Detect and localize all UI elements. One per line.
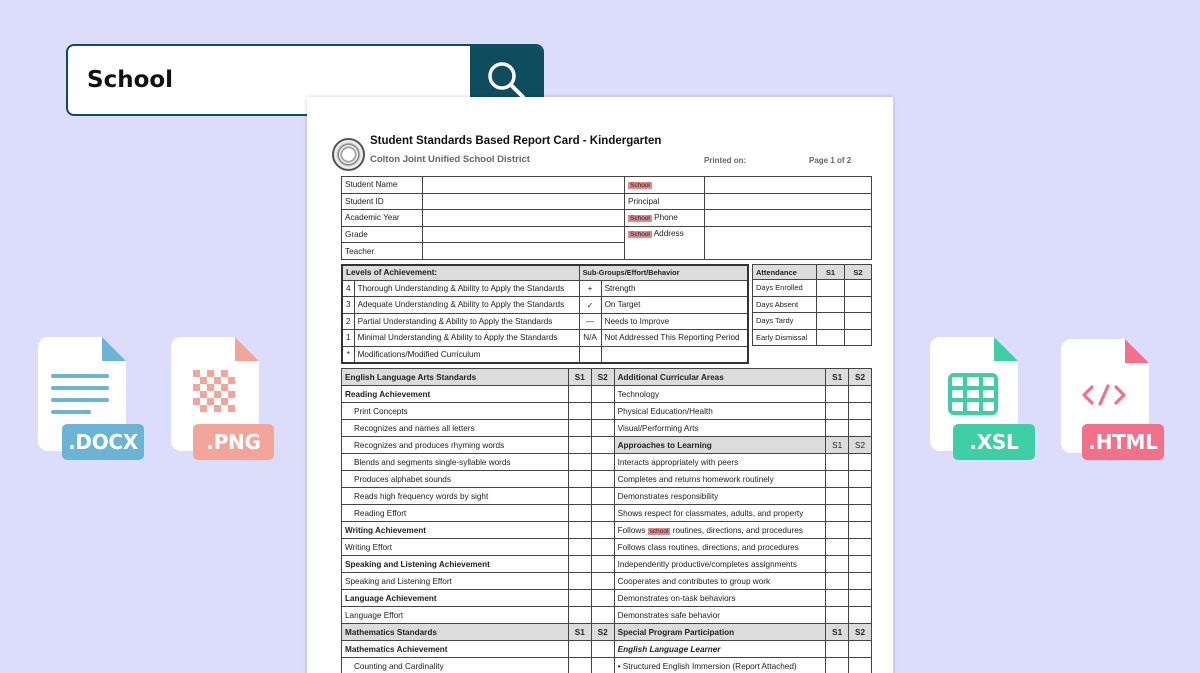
- school-highlight: School: [630, 215, 650, 223]
- additional-header: Additional Curricular Areas: [614, 369, 826, 386]
- standard-item: Shows respect for classmates, adults, and property: [614, 505, 826, 522]
- teacher-label: Teacher: [342, 243, 423, 260]
- standards-table: [341, 368, 872, 673]
- standard-item: Demonstrates responsibility: [614, 488, 826, 505]
- png-label: .PNG: [193, 424, 274, 460]
- level-symbol: [579, 346, 601, 363]
- page-number: Page 1 of 2: [809, 156, 852, 165]
- levels-table: [341, 264, 749, 364]
- student-info-table: [341, 176, 872, 260]
- level-text: Minimal Understanding & Ability to Apply the Standards: [354, 330, 579, 347]
- standard-item: Technology: [614, 386, 826, 403]
- standard-item: Reads high frequency words by sight: [342, 488, 569, 505]
- standard-item: Demonstrates on-task behaviors: [614, 590, 826, 607]
- standard-item: English Language Learner: [614, 641, 826, 658]
- standard-item: Speaking and Listening Effort: [342, 573, 569, 590]
- standard-item: Reading Effort: [342, 505, 569, 522]
- standard-item: Physical Education/Health: [614, 403, 826, 420]
- approaches-header: Approaches to Learning: [614, 437, 826, 454]
- standard-item: Completes and returns homework routinely: [614, 471, 826, 488]
- academic-year-label: Academic Year: [342, 210, 423, 227]
- standard-item: Language Effort: [342, 607, 569, 624]
- standard-item: Language Achievement: [342, 590, 569, 607]
- level-symbol: N/A: [579, 330, 601, 347]
- standard-item: Speaking and Listening Achievement: [342, 556, 569, 573]
- level-meaning: On Target: [601, 297, 748, 314]
- report-card-document: [307, 97, 893, 673]
- district-seal-icon: [332, 138, 365, 171]
- s1-header: S1: [568, 369, 591, 386]
- phone-label: Phone: [654, 213, 678, 223]
- attendance-row: Days Absent: [753, 296, 817, 313]
- search-icon: [485, 59, 527, 101]
- level-code: 4: [342, 280, 354, 297]
- level-text: Modifications/Modified Curriculum: [354, 346, 579, 363]
- s2-header: S2: [849, 624, 872, 641]
- grade-label: Grade: [342, 226, 423, 243]
- standard-item: Independently productive/completes assignments: [614, 556, 826, 573]
- level-meaning: Needs to Improve: [601, 313, 748, 330]
- file-fold: [102, 337, 126, 361]
- standard-item: Produces alphabet sounds: [342, 471, 569, 488]
- level-text: Thorough Understanding & Ability to Apply the Standards: [354, 280, 579, 297]
- checker-icon: [193, 370, 235, 412]
- level-code: 1: [342, 330, 354, 347]
- principal-label: Principal: [625, 193, 705, 210]
- s1-header: S1: [826, 369, 849, 386]
- level-text: Adequate Understanding & Ability to Apply the Standards: [354, 297, 579, 314]
- s2-header: S2: [591, 369, 614, 386]
- html-label: .HTML: [1082, 424, 1164, 460]
- level-code: *: [342, 346, 354, 363]
- grid-icon: [948, 373, 998, 415]
- attendance-table: [752, 264, 872, 346]
- document-title: Student Standards Based Report Card - Kindergarten: [370, 135, 662, 147]
- attendance-row: Days Enrolled: [753, 280, 817, 297]
- level-meaning: [601, 346, 748, 363]
- level-code: 2: [342, 313, 354, 330]
- standard-item: Follows: [617, 525, 646, 535]
- district-name: Colton Joint Unified School District: [370, 154, 530, 165]
- standard-item: Writing Effort: [342, 539, 569, 556]
- standard-item: • Structured English Immersion (Report Attached): [614, 658, 826, 673]
- search-input[interactable]: School: [87, 67, 174, 93]
- level-text: Partial Understanding & Ability to Apply the Standards: [354, 313, 579, 330]
- s1-header: S1: [568, 624, 591, 641]
- s1-header: S1: [826, 624, 849, 641]
- attendance-row: Early Dismissal: [753, 329, 817, 346]
- level-symbol: —: [579, 313, 601, 330]
- standard-item: routines, directions, and procedures: [672, 525, 803, 535]
- school-highlight: school: [649, 527, 669, 535]
- xsl-label: .XSL: [953, 424, 1035, 460]
- standard-item: Visual/Performing Arts: [614, 420, 826, 437]
- s2-header: S2: [591, 624, 614, 641]
- levels-header: Levels of Achievement:: [342, 265, 579, 280]
- printed-on-label: Printed on:: [704, 156, 747, 165]
- file-fold: [994, 337, 1018, 361]
- standard-item: Demonstrates safe behavior: [614, 607, 826, 624]
- s2-header: S2: [849, 369, 872, 386]
- address-label: Address: [653, 228, 684, 238]
- level-meaning: Not Addressed This Reporting Period: [601, 330, 748, 347]
- ela-header: English Language Arts Standards: [342, 369, 569, 386]
- standard-item: Interacts appropriately with peers: [614, 454, 826, 471]
- lines-icon: [51, 374, 109, 416]
- standard-item: Recognizes and names all letters: [342, 420, 569, 437]
- attendance-header: Attendance: [753, 265, 817, 280]
- level-meaning: Strength: [601, 280, 748, 297]
- standard-item: Print Concepts: [342, 403, 569, 420]
- math-header: Mathematics Standards: [342, 624, 569, 641]
- standard-item: Mathematics Achievement: [342, 641, 569, 658]
- school-highlight: School: [630, 230, 650, 238]
- s2-header: S2: [849, 437, 872, 454]
- attendance-s1: S1: [817, 265, 845, 280]
- standard-item: Blends and segments single-syllable words: [342, 454, 569, 471]
- attendance-s2: S2: [845, 265, 872, 280]
- standard-item: Writing Achievement: [342, 522, 569, 539]
- code-icon: [1081, 384, 1127, 406]
- student-name-label: Student Name: [342, 177, 423, 194]
- file-fold: [235, 337, 259, 361]
- level-symbol: ✓: [579, 297, 601, 314]
- file-fold: [1125, 339, 1149, 363]
- standard-item: Counting and Cardinality: [342, 658, 569, 673]
- standard-item: Recognizes and produces rhyming words: [342, 437, 569, 454]
- standard-item: Follows class routines, directions, and procedures: [614, 539, 826, 556]
- attendance-row: Days Tardy: [753, 313, 817, 330]
- school-highlight: School: [630, 182, 650, 190]
- level-code: 3: [342, 297, 354, 314]
- level-symbol: +: [579, 280, 601, 297]
- docx-label: .DOCX: [62, 424, 144, 460]
- s1-header: S1: [826, 437, 849, 454]
- subgroups-header: Sub-Groups/Effort/Behavior: [579, 265, 748, 280]
- standard-item: Cooperates and contributes to group work: [614, 573, 826, 590]
- student-id-label: Student ID: [342, 193, 423, 210]
- special-header: Special Program Participation: [614, 624, 826, 641]
- standard-item: Reading Achievement: [342, 386, 569, 403]
